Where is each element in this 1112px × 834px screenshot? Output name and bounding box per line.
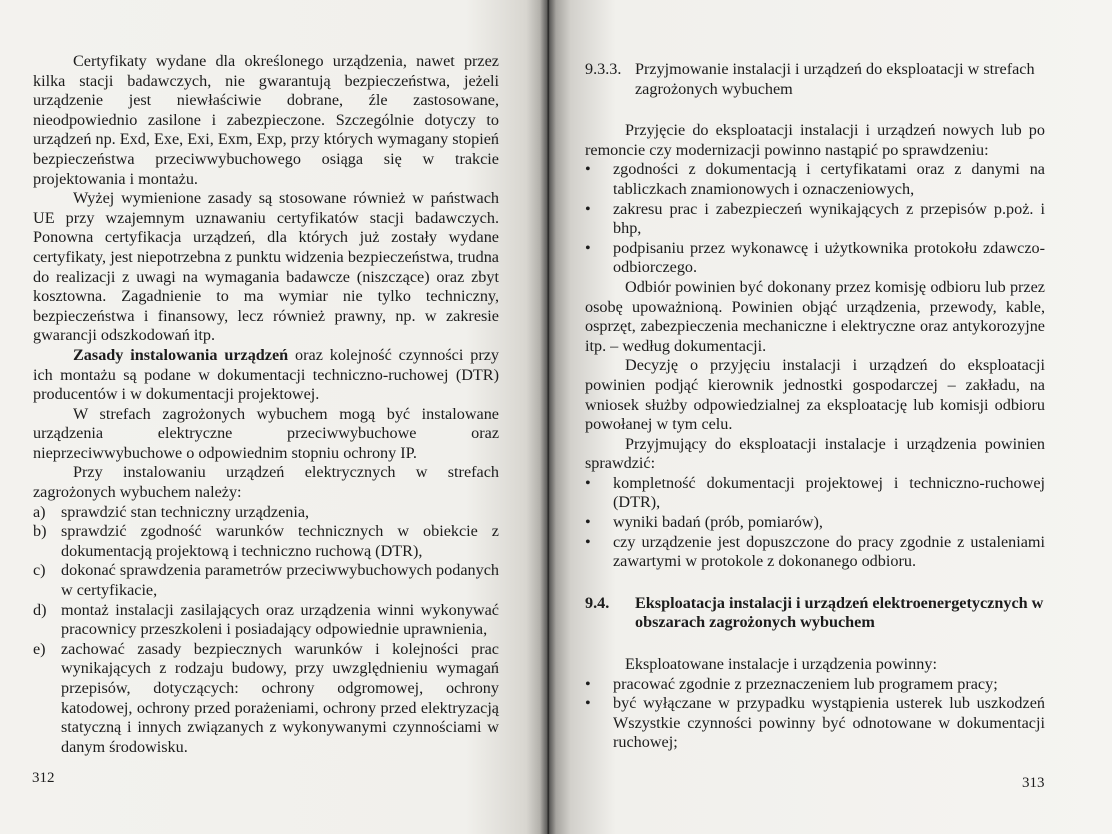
- paragraph: Przyjmujący do eksploatacji instalacje i urządzenia powinien sprawdzić:: [585, 434, 1045, 473]
- bullet-list: [585, 675, 1045, 753]
- paragraph: [33, 346, 499, 405]
- bullet-icon: •: [585, 238, 591, 257]
- list-item: [33, 640, 499, 758]
- list-item: [33, 601, 499, 640]
- list-item: [33, 522, 499, 561]
- bullet-icon: •: [585, 694, 591, 713]
- book-spine: [540, 0, 556, 834]
- list-item: [585, 474, 1045, 513]
- list-marker: a): [33, 502, 46, 521]
- list-item: [585, 200, 1045, 239]
- list-item: [585, 694, 1045, 753]
- section-title: Eksploatacja instalacji i urządzeń elektroenergetycznych w obszarach zagrożonych wybuchem: [635, 593, 1044, 632]
- list-item-text: być wyłączane w przypadku wystąpienia usterek lub uszkodzeń Wszystkie czynności powinny być odnotowane w dokumentacji ruchowej;: [613, 694, 1045, 752]
- section-title: Przyjmowanie instalacji i urządzeń do eksploatacji w strefach zagrożonych wybuchem: [635, 60, 1035, 98]
- list-item-text: podpisaniu przez wykonawcę i użytkownika protokołu zdawczo-odbiorczego.: [613, 238, 1045, 277]
- list-marker: c): [33, 561, 46, 580]
- paragraph: Decyzję o przyjęciu instalacji i urządzeń do eksploatacji powinien podjąć kierownik jednostki gospodarczej – zakładu, na wniosek służby odpowiedzialnej za eksploatację lub komisji odbioru powołanej w tym celu.: [585, 356, 1045, 434]
- page-number-left: 312: [32, 770, 55, 786]
- list-item: [585, 513, 1045, 533]
- section-heading: [585, 594, 1045, 633]
- list-item-text: zakresu prac i zabezpieczeń wynikających z przepisów p.poż. i bhp,: [613, 199, 1045, 238]
- lettered-list: [33, 503, 499, 758]
- bullet-list: [585, 474, 1045, 572]
- paragraph: Wyżej wymienione zasady są stosowane również w państwach UE przy wzajemnym uznawaniu certyfikatów stacji badawczych. Ponowna certyfikacja urządzeń, dla których już zostały wydane certyfikaty, jest niepotrzebna z punktu widzenia bezpieczeństwa, trudna do realizacji z uwagi na wymagania badawcze (niszczące) oraz zbyt kosztowna. Zagadnienie to ma wymiar nie tylko techniczny, bezpieczeństwa i finansowy, lecz również prawny, np. w zakresie gwarancji odszkodowań itp.: [33, 189, 499, 345]
- list-item: [585, 239, 1045, 278]
- bold-phrase: Zasady instalowania urządzeń: [73, 345, 289, 364]
- list-item-text: wyniki badań (prób, pomiarów),: [613, 513, 823, 532]
- bullet-icon: •: [585, 199, 591, 218]
- paragraph: Eksploatowane instalacje i urządzenia powinny:: [625, 655, 937, 674]
- list-item: [33, 503, 499, 523]
- list-item-text: sprawdzić stan techniczny urządzenia,: [61, 502, 310, 521]
- paragraph: W strefach zagrożonych wybuchem mogą być instalowane urządzenia elektryczne przeciwwybuchowe oraz nieprzeciwwybuchowe o odpowiednim stopniu ochrony IP.: [33, 404, 499, 462]
- list-item-text: kompletność dokumentacji projektowej i techniczno-ruchowej (DTR),: [613, 473, 1045, 512]
- list-item: [33, 561, 499, 600]
- bullet-icon: •: [585, 473, 591, 492]
- list-item-text: dokonać sprawdzenia parametrów przeciwwybuchowych podanych w certyfikacie,: [61, 561, 499, 600]
- section-number: 9.4.: [585, 593, 610, 612]
- left-page-text: [33, 52, 499, 757]
- list-item: [585, 533, 1045, 572]
- section-heading: [585, 60, 1045, 99]
- right-page-text: [585, 60, 1045, 753]
- page-number-right: 313: [1022, 775, 1045, 791]
- list-item: [585, 160, 1045, 199]
- list-marker: d): [33, 600, 47, 619]
- paragraph: Przy instalowaniu urządzeń elektrycznych w strefach zagrożonych wybuchem należy:: [33, 463, 499, 502]
- bullet-icon: •: [585, 160, 591, 179]
- list-item-text: zachować zasady bezpiecznych warunków i kolejności prac wynikających z rodzaju budowy, przy uwzględnieniu wymagań przepisów, dotyczących: ochrony odgromowej, ochrony katodowej, ochrony przed porażeniami, ochrony przed elektryzacją statyczną i innych związanych z wykonywanymi czynnościami w danym środowisku.: [61, 639, 499, 756]
- list-item: [585, 675, 1045, 695]
- bullet-icon: •: [585, 674, 591, 693]
- list-item-text: montaż instalacji zasilających oraz urządzenia winni wykonywać pracownicy przeszkoleni i posiadający odpowiednie uprawnienia,: [61, 600, 499, 639]
- bullet-icon: •: [585, 513, 591, 532]
- list-marker: b): [33, 522, 47, 541]
- paragraph: Odbiór powinien być dokonany przez komisję odbioru lub przez osobę upoważnioną. Powinien objąć urządzenia, przewody, kable, osprzęt, zabezpieczenia mechaniczne i elektryczne oraz antykorozyjne itp. – według dokumentacji.: [585, 277, 1045, 355]
- bullet-list: [585, 160, 1045, 278]
- paragraph: Certyfikaty wydane dla określonego urządzenia, nawet przez kilka stacji badawczych, nie gwarantują bezpieczeństwa, jeżeli urządzenie jest niewłaściwie dobrane, źle zastosowane, nieodpowiednio zasilone i zabezpieczone. Szczególnie dotyczy to urządzeń np. Exd, Exe, Exi, Exm, Exp, przy których wymagany stopień bezpieczeństwa przeciwwybuchowego osiąga się w trakcie projektowania i montażu.: [33, 52, 499, 188]
- list-marker: e): [33, 639, 46, 658]
- paragraph: Przyjęcie do eksploatacji instalacji i urządzeń nowych lub po remoncie czy modernizacji powinno nastąpić po sprawdzeniu:: [585, 121, 1045, 159]
- list-item-text: czy urządzenie jest dopuszczone do pracy zgodnie z ustaleniami zawartymi w protokole z dokonanego odbioru.: [613, 532, 1045, 571]
- paragraph-rest: oraz kolejność czynności przy ich montażu są podane w dokumentacji techniczno-ruchowej (DTR) producentów i w dokumentacji projektowej.: [33, 345, 499, 404]
- list-item-text: sprawdzić zgodność warunków technicznych w obiekcie z dokumentacją projektową i techniczno ruchową (DTR),: [61, 522, 499, 560]
- list-item-text: pracować zgodnie z przeznaczeniem lub programem pracy;: [613, 674, 998, 693]
- section-number: 9.3.3.: [585, 60, 622, 78]
- bullet-icon: •: [585, 532, 591, 551]
- list-item-text: zgodności z dokumentacją i certyfikatami oraz z danymi na tabliczkach znamionowych i oznaczeniowych,: [613, 160, 1045, 198]
